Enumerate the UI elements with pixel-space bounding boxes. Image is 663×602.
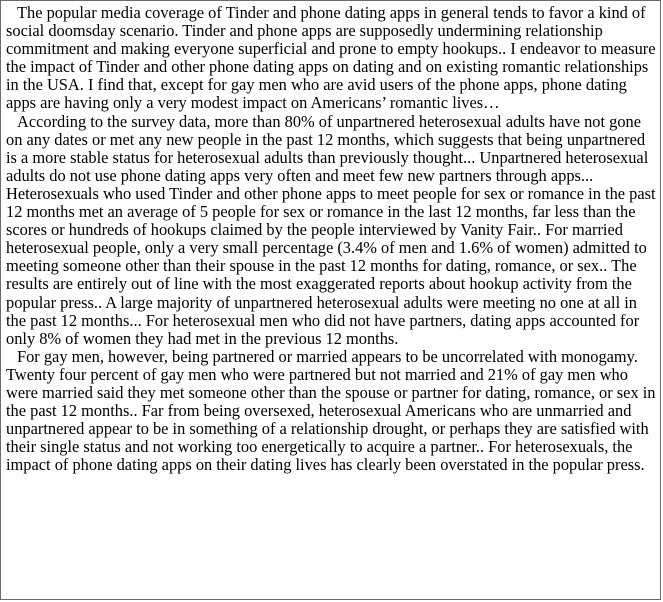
paragraph-intro: The popular media coverage of Tinder and phone dating apps in general tends to favor a kind of social doomsday scenario. Tinder and phone apps are supposedly undermining relationship commitment and making everyone superficial and prone to empty hookups.. I endeavor to measure the impact of Tinder and other phone dating apps on dating and on existing romantic relationships in the USA. I find that, except for gay men who are avid users of the phone apps, phone dating apps are having only a very modest impact on Americans’ romantic lives… [6, 3, 656, 113]
paragraph-gay-men-findings: For gay men, however, being partnered or married appears to be uncorrelated with monogamy. Twenty four percent of gay men who were partnered but not married and 21% of gay men who were married said they met someone other than the spouse or partner for dating, romance, or sex in the past 12 months.. Far from being oversexed, heterosexual Americans who are unmarried and unpartnered appear to be in something of a relationship drought, or perhaps they are satisfied with their single status and not working too energetically to acquire a partner.. For heterosexuals, the impact of phone dating apps on their dating lives has clearly been overstated in the popular press. [6, 346, 656, 475]
document-body [6, 4, 658, 474]
paragraph-survey-findings: According to the survey data, more than 80% of unpartnered heterosexual adults have not gone on any dates or met any new people in the past 12 months, which suggests that being unpartnered is a more stable status for heterosexual adults than previously thought... Unpartnered heterosexual adults do not use phone dating apps very often and meet few new partners through apps... Heterosexuals who used Tinder and other phone apps to meet people for sex or romance in the past 12 months met an average of 5 people for sex or romance in the last 12 months, far less than the scores or hundreds of hookups claimed by the people interviewed by Vanity Fair.. For married heterosexual people, only a very small percentage (3.4% of men and 1.6% of women) admitted to meeting someone other than their spouse in the past 12 months for dating, romance, or sex.. The results are entirely out of line with the most exaggerated reports about hookup activity from the popular press.. A large majority of unpartnered heterosexual adults were meeting no one at all in the past 12 months... For heterosexual men who did not have partners, dating apps accounted for only 8% of women they had met in the previous 12 months. [6, 111, 656, 348]
